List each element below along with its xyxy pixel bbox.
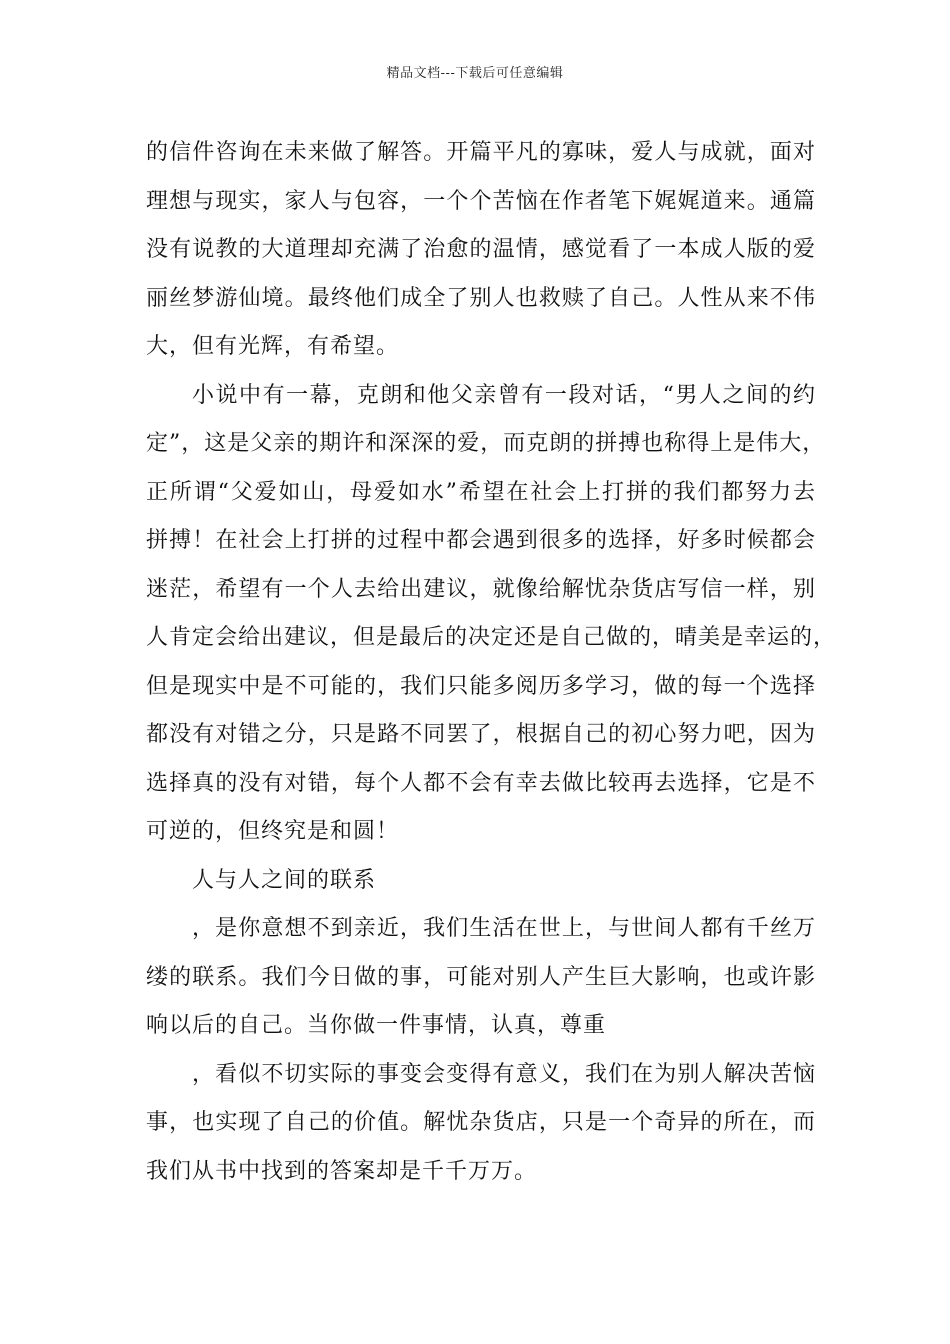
text-line: 但是现实中是不可能的，我们只能多阅历多学习，做的每一个选择 xyxy=(146,673,816,699)
text-line: 定”，这是父亲的期许和深深的爱，而克朗的拼搏也称得上是伟大， xyxy=(146,431,826,456)
text-line: 拼搏！在社会上打拼的过程中都会遇到很多的选择，好多时候都会 xyxy=(146,528,816,553)
text-line: 的信件咨询在未来做了解答。开篇平凡的寡味，爱人与成就，面对 xyxy=(146,140,816,165)
text-line: 事，也实现了自己的价值。解忧杂货店，只是一个奇异的所在，而 xyxy=(146,1110,816,1135)
section-heading: 人与人之间的联系 xyxy=(192,867,377,893)
text-line: 大，但有光辉，有希望。 xyxy=(146,334,400,359)
text-line: ，是你意想不到亲近，我们生活在世上，与世间人都有千丝万 xyxy=(192,916,816,941)
text-line: 响以后的自己。当你做一件事情，认真，尊重 xyxy=(146,1013,607,1038)
text-line: 理想与现实，家人与包容，一个个苦恼在作者笔下娓娓道来。通篇 xyxy=(146,188,816,214)
text-line: 正所谓“父爱如山，母爱如水”希望在社会上打拼的我们都努力去 xyxy=(146,479,816,505)
text-line: ，看似不切实际的事变会变得有意义，我们在为别人解决苦恼 xyxy=(192,1061,816,1087)
text-line: 没有说教的大道理却充满了治愈的温情，感觉看了一本成人版的爱 xyxy=(146,237,816,262)
text-line: 选择真的没有对错，每个人都不会有幸去做比较再去选择，它是不 xyxy=(146,770,816,796)
page-header: 精品文档---下载后可任意编辑 xyxy=(386,66,564,81)
text-line: 人肯定会给出建议，但是最后的决定还是自己做的，晴美是幸运的， xyxy=(146,625,837,650)
text-line: 缕的联系。我们今日做的事，可能对别人产生巨大影响，也或许影 xyxy=(146,964,816,990)
text-line: 都没有对错之分，只是路不同罢了，根据自己的初心努力吧，因为 xyxy=(146,722,816,747)
body-text xyxy=(146,129,837,1196)
text-line: 我们从书中找到的答案却是千千万万。 xyxy=(146,1158,538,1184)
text-line: 小说中有一幕，克朗和他父亲曾有一段对话，“男人之间的约 xyxy=(192,382,816,408)
text-line: 可逆的，但终究是和圆！ xyxy=(146,819,400,844)
text-line: 丽丝梦游仙境。最终他们成全了别人也救赎了自己。人性从来不伟 xyxy=(146,285,816,311)
text-line: 迷茫，希望有一个人去给出建议，就像给解忧杂货店写信一样，别 xyxy=(146,576,816,602)
